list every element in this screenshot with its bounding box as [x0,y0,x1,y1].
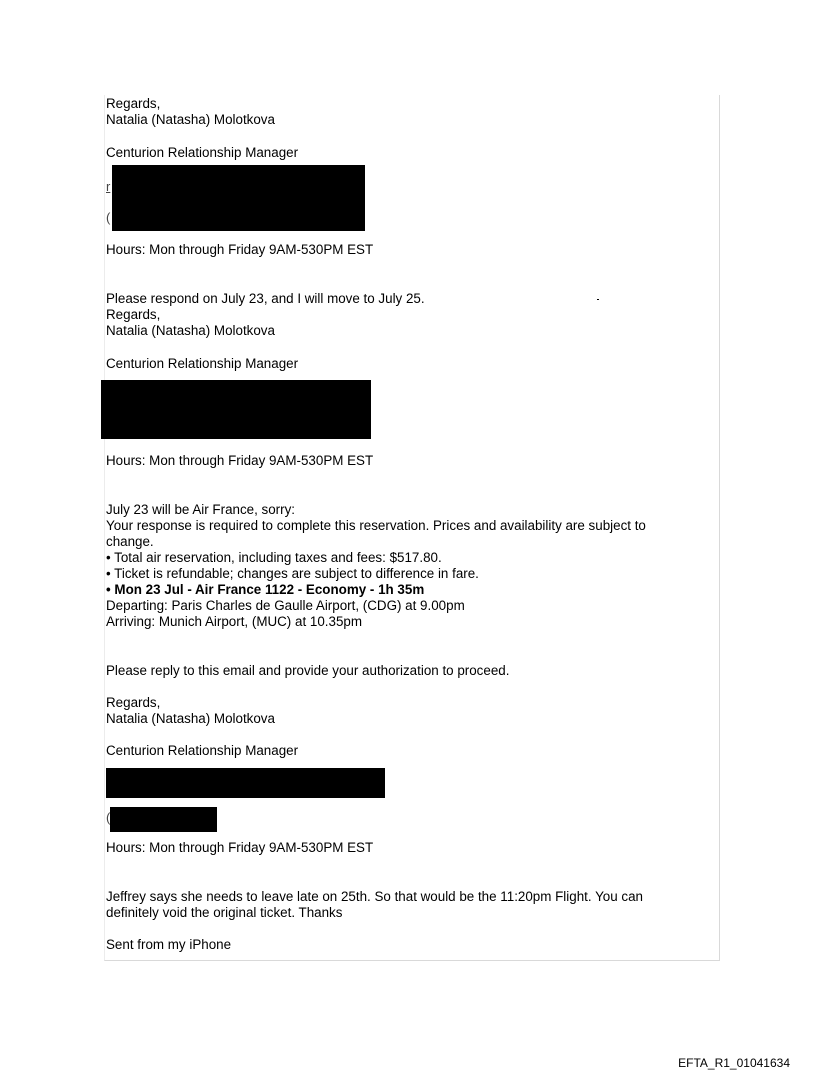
reply-message-cont: definitely void the original ticket. Thanks [106,905,343,920]
bullet-flight: • Mon 23 Jul - Air France 1122 - Economy - 1h 35m [106,582,425,597]
signer-name: Natalia (Natasha) Molotkova [106,323,275,338]
office-hours: Hours: Mon through Friday 9AM-530PM EST [106,242,374,257]
reply-message: Jeffrey says she needs to leave late on 25th. So that would be the 11:20pm Flight. You can [106,889,643,904]
signer-name: Natalia (Natasha) Molotkova [106,711,275,726]
sent-from-signature: Sent from my iPhone [106,937,232,952]
signer-name: Natalia (Natasha) Molotkova [106,112,275,127]
redaction-fragment: ( [106,210,111,225]
signer-title: Centurion Relationship Manager [106,145,299,160]
closing-regards: Regards, [106,307,161,322]
departing-info: Departing: Paris Charles de Gaulle Airport, (CDG) at 9.00pm [106,598,465,613]
redaction-box [112,165,365,231]
message-text: Please respond on July 23, and I will move to July 25. [106,291,425,306]
signer-title: Centurion Relationship Manager [106,356,299,371]
stray-mark [597,299,599,300]
redaction-fragment: r [106,179,111,194]
office-hours: Hours: Mon through Friday 9AM-530PM EST [106,453,374,468]
closing-regards: Regards, [106,695,161,710]
redaction-box [106,768,385,798]
arriving-info: Arriving: Munich Airport, (MUC) at 10.35pm [106,614,362,629]
message-intro: July 23 will be Air France, sorry: [106,502,296,517]
reservation-notice: Your response is required to complete this reservation. Prices and availability are subject to [106,518,646,533]
reply-request: Please reply to this email and provide your authorization to proceed. [106,663,510,678]
document-id: EFTA_R1_01041634 [678,1056,790,1070]
bullet-total: • Total air reservation, including taxes and fees: $517.80. [106,550,442,565]
redaction-box [110,807,217,832]
redaction-box [101,380,371,439]
closing-regards: Regards, [106,96,161,111]
bullet-refundable: • Ticket is refundable; changes are subject to difference in fare. [106,566,479,581]
office-hours: Hours: Mon through Friday 9AM-530PM EST [106,840,374,855]
redaction-fragment: ( [106,810,111,825]
reservation-notice-cont: change. [106,534,154,549]
signer-title: Centurion Relationship Manager [106,743,299,758]
